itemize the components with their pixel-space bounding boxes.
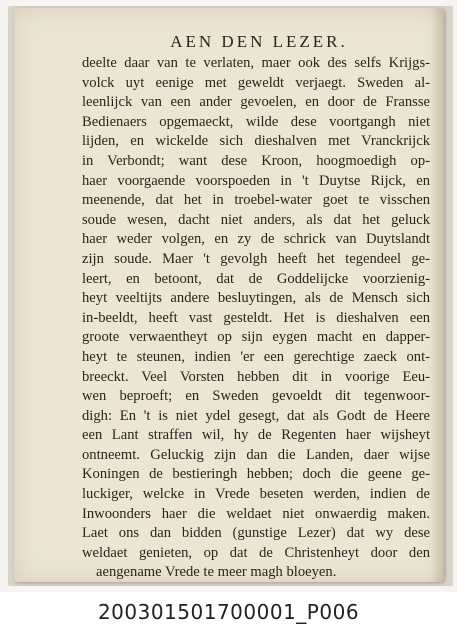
image-caption: 200301501700001_P006 bbox=[97, 600, 360, 624]
text-line: luckiger, welcke in Vrede beseten werden, indien de bbox=[82, 486, 430, 503]
text-line: Koningen de bestieringh hebben; doch die geene ge- bbox=[82, 466, 430, 483]
text-line: Bedienaers opgemaeckt, wilde dese voortgangh niet bbox=[82, 113, 430, 130]
running-head: AEN DEN LEZER. bbox=[170, 32, 348, 51]
text-line: Inwoonders haer die weldaet niet onwaerdig maken. bbox=[82, 505, 430, 522]
text-line: aengename Vrede te meer magh bloeyen. bbox=[96, 564, 337, 581]
text-line: volck uyt eenige met geweldt verjaegt. Sweden al- bbox=[82, 74, 430, 91]
text-line: weldaet genieten, op dat de Christenheyt door den bbox=[82, 544, 430, 561]
text-line: heyt veeltijts andere besluytingen, als de Mensch sich bbox=[82, 290, 430, 307]
text-line: groote verwaentheyt op sijn eygen macht en dapper- bbox=[82, 329, 430, 346]
text-line: Laet ons dan bidden (gunstige Lezer) dat wy dese bbox=[82, 525, 430, 542]
body-text bbox=[82, 54, 430, 582]
text-line: in-beeldt, heeft vast gesteldt. Het is dieshalven een bbox=[82, 309, 430, 326]
text-line: soude wesen, dacht niet anders, als dat het geluck bbox=[82, 211, 430, 228]
book-page bbox=[14, 8, 444, 582]
text-line: haer weder volgen, en zy de schrick van Duytslandt bbox=[82, 231, 430, 248]
text-line: deelte daar van te verlaten, maer ook des selfs Krijgs- bbox=[82, 55, 430, 71]
text-line: haer voorgaende voorspoeden in 't Duytse Rijck, en bbox=[82, 172, 430, 189]
text-line: wen beproeft; en Sweden gevoeldt dit tegenwoor- bbox=[82, 388, 430, 405]
text-line: meenende, dat het in troebel-water goet te visschen bbox=[82, 192, 430, 209]
text-line: zijn soude. Maer 't gevolgh heeft het tegendeel ge- bbox=[82, 250, 430, 267]
text-line: een Lant straffen wil, hy de Regenten haer wijsheyt bbox=[82, 427, 430, 444]
text-line: leert, en betoont, dat de Goddelijcke voorzienig- bbox=[82, 270, 430, 287]
text-line: breeckt. Veel Vorsten hebben dit in voorige Eeu- bbox=[82, 368, 430, 385]
text-line: ontneemt. Geluckig zijn dan die Landen, daer wijse bbox=[82, 446, 430, 463]
text-line: in Verbondt; want dese Kroon, hoogmoedigh op- bbox=[82, 152, 430, 169]
text-line: heyt te steunen, indien 'er een gerechtige zaeck ont- bbox=[82, 348, 430, 365]
text-line: leenlijck van een ander gevoelen, en door de Fransse bbox=[82, 94, 430, 111]
text-line: lijden, en wickelde sich dieshalven met Vranckrijck bbox=[82, 133, 430, 150]
text-line: digh: En 't is niet ydel gesegt, dat als Godt de Heere bbox=[82, 407, 430, 424]
